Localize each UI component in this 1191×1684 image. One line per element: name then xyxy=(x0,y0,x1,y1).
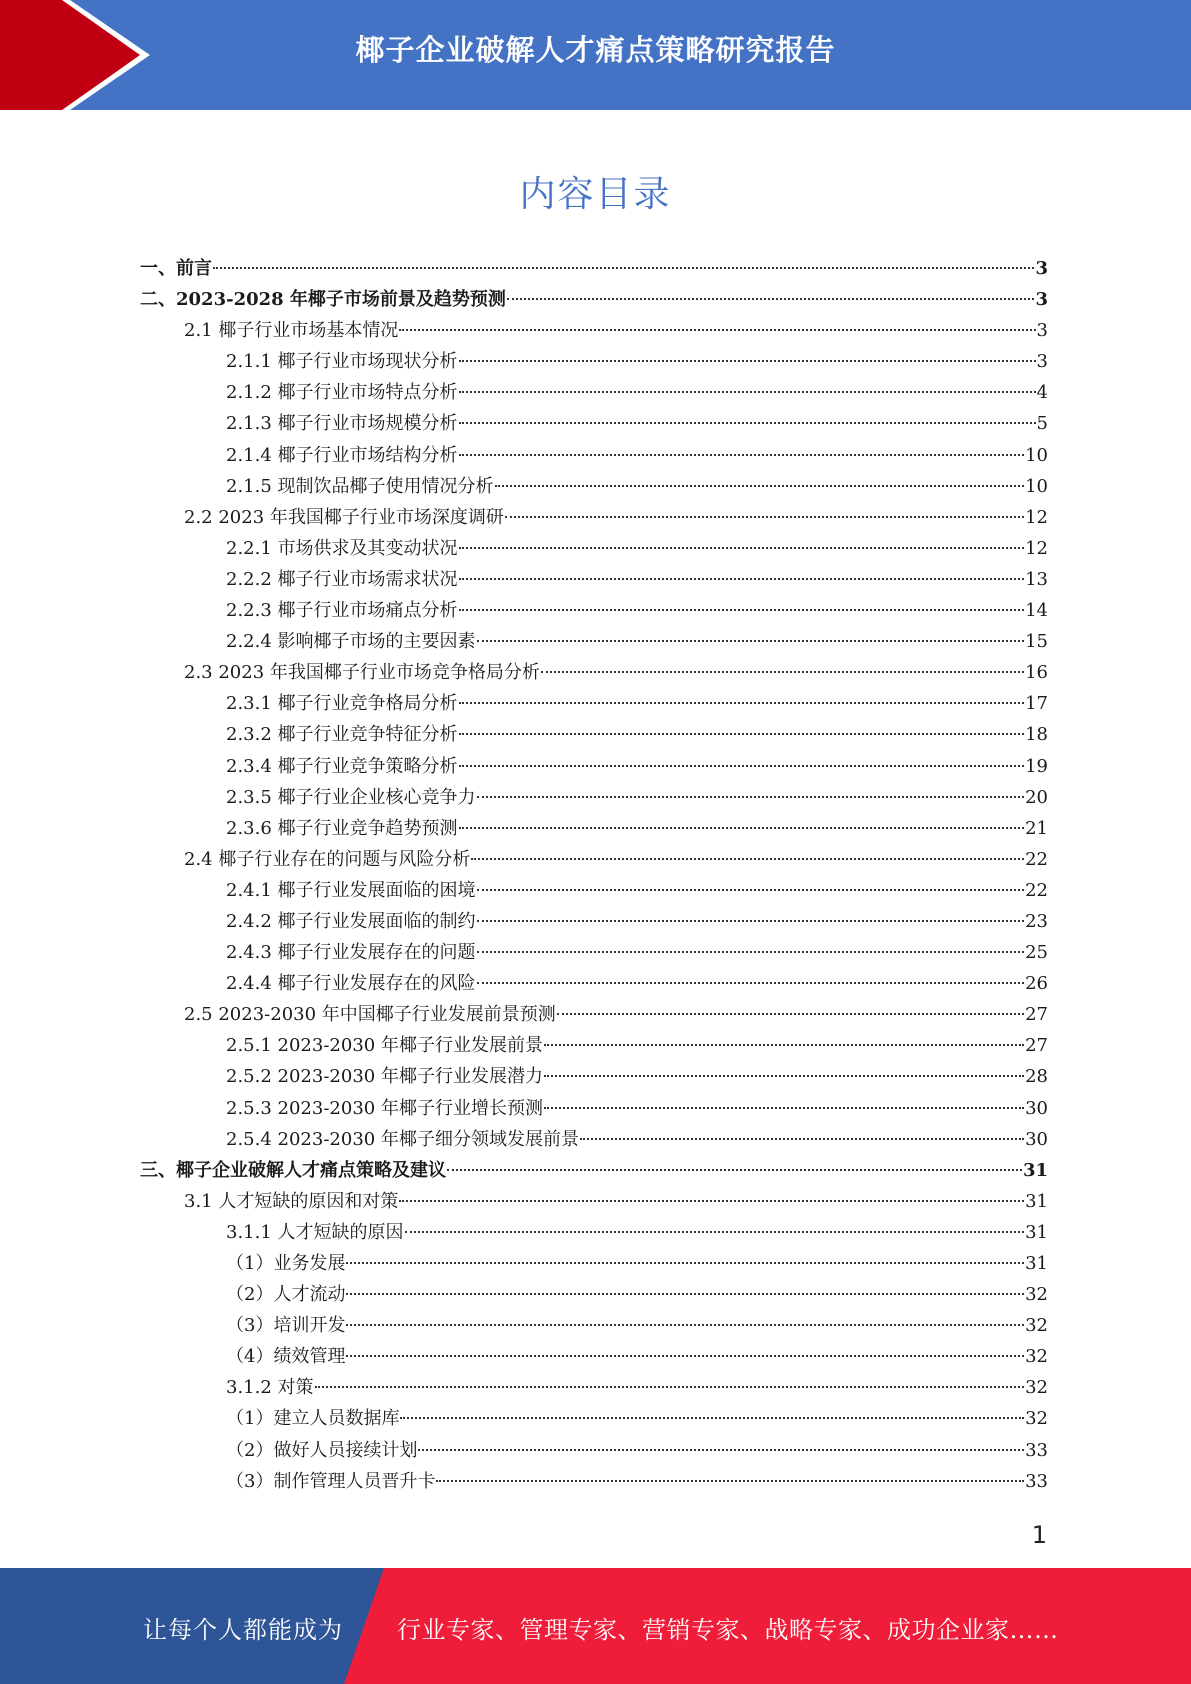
toc-entry-label: 2.3.1 椰子行业竞争格局分析 xyxy=(226,693,458,715)
toc-dot-leader xyxy=(459,391,1036,393)
toc-entry-page: 27 xyxy=(1025,1004,1048,1026)
toc-entry[interactable] xyxy=(140,1279,1048,1310)
toc-entry-label: 2.5.3 2023-2030 年椰子行业增长预测 xyxy=(226,1097,543,1119)
toc-entry-label: （2）人才流动 xyxy=(226,1284,346,1306)
toc-dot-leader xyxy=(459,360,1036,362)
toc-dot-leader xyxy=(459,609,1025,611)
toc-heading: 内容目录 xyxy=(519,174,672,215)
toc-entry[interactable] xyxy=(140,968,1048,999)
toc-entry[interactable] xyxy=(140,813,1048,844)
toc-entry-page: 13 xyxy=(1025,568,1048,590)
toc-dot-leader xyxy=(459,578,1025,580)
toc-dot-leader xyxy=(315,1386,1025,1388)
toc-entry-label: 2.5.1 2023-2030 年椰子行业发展前景 xyxy=(226,1035,543,1057)
toc-dot-leader xyxy=(477,951,1025,953)
toc-entry-label: 2.4.3 椰子行业发展存在的问题 xyxy=(226,942,476,964)
toc-entry[interactable] xyxy=(140,471,1048,502)
page-header xyxy=(0,0,1191,110)
toc-entry-page: 3 xyxy=(1035,289,1048,311)
toc-dot-leader xyxy=(477,796,1025,798)
toc-entry[interactable] xyxy=(140,844,1048,875)
toc-entry-page: 32 xyxy=(1025,1284,1048,1306)
toc-entry[interactable] xyxy=(140,1061,1048,1092)
toc-dot-leader xyxy=(459,702,1025,704)
toc-entry-label: （3）培训开发 xyxy=(226,1315,346,1337)
toc-entry[interactable] xyxy=(140,1341,1048,1372)
toc-dot-leader xyxy=(580,1138,1024,1140)
toc-entry[interactable] xyxy=(140,657,1048,688)
toc-entry[interactable] xyxy=(140,1466,1048,1497)
toc-entry-page: 12 xyxy=(1025,506,1048,528)
toc-entry[interactable] xyxy=(140,626,1048,657)
toc-entry-page: 12 xyxy=(1025,537,1048,559)
toc-entry-page: 22 xyxy=(1025,879,1048,901)
toc-entry-label: 2.1 椰子行业市场基本情况 xyxy=(184,320,399,342)
toc-entry[interactable] xyxy=(140,1403,1048,1434)
toc-entry-label: （2）做好人员接续计划 xyxy=(226,1439,418,1461)
toc-entry[interactable] xyxy=(140,1435,1048,1466)
toc-entry-page: 30 xyxy=(1025,1097,1048,1119)
toc-entry-label: 二、2023-2028 年椰子市场前景及趋势预测 xyxy=(140,289,506,311)
toc-entry-page: 33 xyxy=(1025,1470,1048,1492)
toc-entry-page: 23 xyxy=(1025,910,1048,932)
toc-entry[interactable] xyxy=(140,1217,1048,1248)
toc-entry[interactable] xyxy=(140,408,1048,439)
table-of-contents xyxy=(140,253,1048,1497)
toc-entry-page: 33 xyxy=(1025,1439,1048,1461)
toc-entry-page: 10 xyxy=(1025,475,1048,497)
toc-entry[interactable] xyxy=(140,564,1048,595)
toc-entry[interactable] xyxy=(140,284,1048,315)
toc-entry[interactable] xyxy=(140,719,1048,750)
toc-entry-page: 20 xyxy=(1025,786,1048,808)
toc-entry-label: 2.3.6 椰子行业竞争趋势预测 xyxy=(226,817,458,839)
toc-entry-label: 2.3.5 椰子行业企业核心竞争力 xyxy=(226,786,476,808)
toc-dot-leader xyxy=(400,1417,1024,1419)
toc-entry-label: 2.4 椰子行业存在的问题与风险分析 xyxy=(184,848,471,870)
toc-entry-label: 2.1.3 椰子行业市场规模分析 xyxy=(226,413,458,435)
toc-entry-page: 14 xyxy=(1025,600,1048,622)
toc-entry-label: 2.2 2023 年我国椰子行业市场深度调研 xyxy=(184,506,504,528)
toc-entry[interactable] xyxy=(140,595,1048,626)
toc-entry-page: 19 xyxy=(1025,755,1048,777)
toc-entry-page: 5 xyxy=(1036,413,1048,435)
toc-dot-leader xyxy=(507,298,1035,300)
toc-entry-label: 3.1.2 对策 xyxy=(226,1377,314,1399)
toc-entry-page: 31 xyxy=(1025,1190,1048,1212)
page-number: 1 xyxy=(1031,1521,1047,1549)
toc-entry-label: 2.1.1 椰子行业市场现状分析 xyxy=(226,351,458,373)
toc-entry-page: 22 xyxy=(1025,848,1048,870)
toc-entry[interactable] xyxy=(140,1093,1048,1124)
toc-entry-page: 27 xyxy=(1025,1035,1048,1057)
toc-entry[interactable] xyxy=(140,377,1048,408)
toc-entry-page: 28 xyxy=(1025,1066,1048,1088)
toc-entry-page: 3 xyxy=(1036,351,1048,373)
toc-entry-page: 25 xyxy=(1025,942,1048,964)
toc-dot-leader xyxy=(459,733,1025,735)
toc-dot-leader xyxy=(477,640,1025,642)
toc-entry[interactable] xyxy=(140,1186,1048,1217)
footer-slogan-left: 让每个人都能成为 xyxy=(143,1616,343,1644)
toc-entry-page: 31 xyxy=(1025,1253,1048,1274)
toc-entry[interactable] xyxy=(140,782,1048,813)
toc-dot-leader xyxy=(399,1200,1024,1202)
toc-dot-leader xyxy=(459,547,1025,549)
toc-dot-leader xyxy=(436,1480,1024,1482)
toc-entry-page: 3 xyxy=(1036,320,1048,342)
toc-dot-leader xyxy=(544,1107,1024,1109)
toc-entry-label: 三、椰子企业破解人才痛点策略及建议 xyxy=(140,1159,446,1181)
toc-dot-leader xyxy=(541,671,1024,673)
toc-dot-leader xyxy=(477,920,1025,922)
toc-entry[interactable] xyxy=(140,502,1048,533)
toc-entry-label: 3.1.1 人才短缺的原因 xyxy=(226,1221,404,1243)
toc-entry-page: 32 xyxy=(1025,1377,1048,1399)
toc-entry-page: 3 xyxy=(1035,258,1048,279)
toc-entry[interactable] xyxy=(140,440,1048,471)
toc-dot-leader xyxy=(459,765,1025,767)
toc-entry[interactable] xyxy=(140,1124,1048,1155)
toc-dot-leader xyxy=(459,454,1025,456)
toc-entry[interactable] xyxy=(140,253,1048,284)
toc-dot-leader xyxy=(213,267,1034,269)
toc-entry-page: 16 xyxy=(1025,662,1048,684)
toc-entry-label: 2.1.5 现制饮品椰子使用情况分析 xyxy=(226,475,494,497)
toc-entry[interactable] xyxy=(140,533,1048,564)
toc-entry-page: 32 xyxy=(1025,1315,1048,1337)
toc-entry-page: 17 xyxy=(1025,693,1048,715)
toc-entry-page: 31 xyxy=(1022,1159,1048,1181)
footer-slogan-right: 行业专家、管理专家、营销专家、战略专家、成功企业家…… xyxy=(397,1616,1059,1644)
toc-entry-label: 2.2.2 椰子行业市场需求状况 xyxy=(226,568,458,590)
toc-dot-leader xyxy=(459,827,1025,829)
toc-entry-label: 2.5.2 2023-2030 年椰子行业发展潜力 xyxy=(226,1066,543,1088)
toc-entry-label: 2.2.4 影响椰子市场的主要因素 xyxy=(226,631,476,653)
page-footer xyxy=(0,1568,1191,1684)
toc-dot-leader xyxy=(346,1262,1024,1264)
toc-entry-label: 2.5.4 2023-2030 年椰子细分领域发展前景 xyxy=(226,1128,579,1150)
toc-entry-page: 18 xyxy=(1025,724,1048,746)
toc-entry-page: 31 xyxy=(1025,1221,1048,1243)
toc-dot-leader xyxy=(544,1044,1024,1046)
toc-entry-page: 32 xyxy=(1025,1408,1048,1430)
toc-dot-leader xyxy=(459,422,1036,424)
toc-entry[interactable] xyxy=(140,751,1048,782)
toc-dot-leader xyxy=(405,1231,1025,1233)
toc-dot-leader xyxy=(557,1013,1024,1015)
toc-entry[interactable] xyxy=(140,999,1048,1030)
report-title: 椰子企业破解人才痛点策略研究报告 xyxy=(355,33,836,67)
toc-entry[interactable] xyxy=(140,688,1048,719)
toc-entry[interactable] xyxy=(140,875,1048,906)
toc-entry-label: 2.3 2023 年我国椰子行业市场竞争格局分析 xyxy=(184,662,540,684)
toc-entry-label: （4）绩效管理 xyxy=(226,1346,346,1368)
toc-dot-leader xyxy=(471,858,1024,860)
toc-entry-label: 3.1 人才短缺的原因和对策 xyxy=(184,1190,399,1212)
toc-entry-label: 2.5 2023-2030 年中国椰子行业发展前景预测 xyxy=(184,1004,556,1026)
toc-dot-leader xyxy=(418,1449,1024,1451)
toc-entry[interactable] xyxy=(140,937,1048,968)
toc-entry-label: （1）建立人员数据库 xyxy=(226,1408,400,1430)
toc-dot-leader xyxy=(477,982,1025,984)
toc-entry[interactable] xyxy=(140,1030,1048,1061)
toc-entry[interactable] xyxy=(140,346,1048,377)
toc-dot-leader xyxy=(399,329,1035,331)
toc-dot-leader xyxy=(477,889,1025,891)
toc-dot-leader xyxy=(447,1169,1022,1171)
toc-dot-leader xyxy=(505,516,1024,518)
toc-entry-label: 2.2.1 市场供求及其变动状况 xyxy=(226,537,458,559)
toc-entry[interactable] xyxy=(140,1155,1048,1186)
toc-entry-page: 15 xyxy=(1025,631,1048,653)
toc-entry-label: 2.1.4 椰子行业市场结构分析 xyxy=(226,444,458,466)
toc-entry[interactable] xyxy=(140,315,1048,346)
toc-entry-page: 32 xyxy=(1025,1346,1048,1368)
toc-dot-leader xyxy=(495,485,1025,487)
toc-entry-label: 2.4.2 椰子行业发展面临的制约 xyxy=(226,910,476,932)
toc-entry-label: （3）制作管理人员晋升卡 xyxy=(226,1470,436,1492)
toc-entry-label: 2.4.4 椰子行业发展存在的风险 xyxy=(226,973,476,995)
toc-entry-label: （1）业务发展 xyxy=(226,1253,346,1274)
toc-entry[interactable] xyxy=(140,906,1048,937)
toc-entry[interactable] xyxy=(140,1248,1048,1279)
toc-entry[interactable] xyxy=(140,1372,1048,1403)
toc-dot-leader xyxy=(346,1293,1024,1295)
toc-entry-label: 2.1.2 椰子行业市场特点分析 xyxy=(226,382,458,404)
toc-entry-label: 2.2.3 椰子行业市场痛点分析 xyxy=(226,600,458,622)
toc-entry-page: 10 xyxy=(1025,444,1048,466)
toc-entry-page: 26 xyxy=(1025,973,1048,995)
toc-entry-label: 2.3.2 椰子行业竞争特征分析 xyxy=(226,724,458,746)
toc-entry-label: 2.3.4 椰子行业竞争策略分析 xyxy=(226,755,458,777)
toc-entry-label: 一、前言 xyxy=(140,258,212,279)
toc-entry-page: 30 xyxy=(1025,1128,1048,1150)
toc-dot-leader xyxy=(544,1075,1024,1077)
toc-dot-leader xyxy=(346,1324,1024,1326)
toc-entry-page: 21 xyxy=(1025,817,1048,839)
toc-entry[interactable] xyxy=(140,1310,1048,1341)
toc-entry-label: 2.4.1 椰子行业发展面临的困境 xyxy=(226,879,476,901)
toc-dot-leader xyxy=(346,1355,1024,1357)
toc-entry-page: 4 xyxy=(1036,382,1048,404)
